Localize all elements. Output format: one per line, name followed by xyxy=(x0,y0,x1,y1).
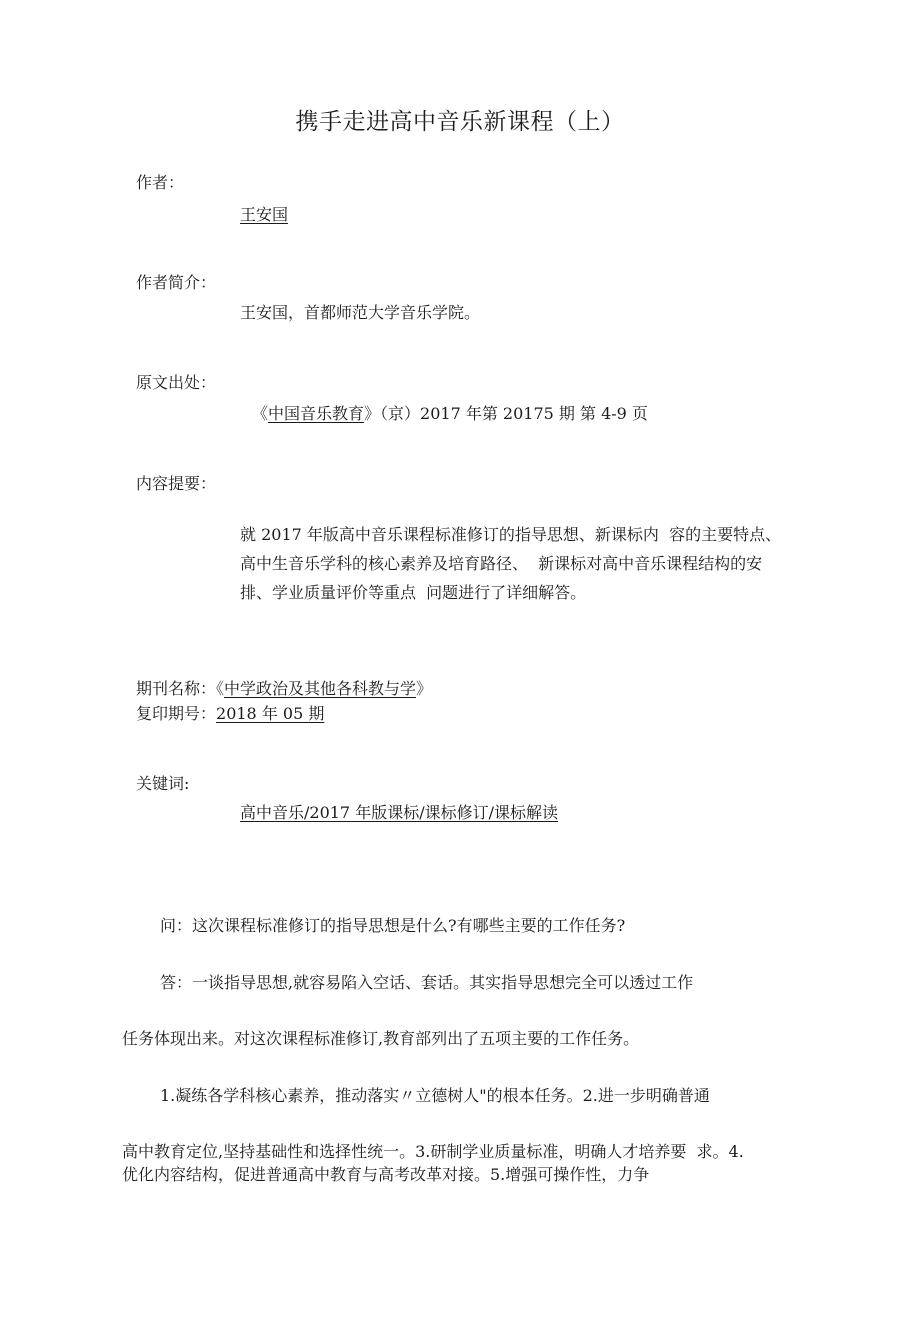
document-title: 携手走进高中音乐新课程（上） xyxy=(295,109,625,135)
keywords-link[interactable]: 高中音乐/2017 年版课标/课标修订/课标解读 xyxy=(240,803,558,822)
source-line xyxy=(252,401,648,424)
tasks-line: 1.凝练各学科核心素养，推动落实〃立德树人"的根本任务。2.进一步明确普通 xyxy=(160,1086,710,1105)
keywords-label: 关键词: xyxy=(136,774,190,793)
answer-line: 任务体现出来。对这次课程标准修订,教育部列出了五项主要的工作任务。 xyxy=(122,1029,640,1048)
periodical-name-link[interactable]: 中学政治及其他各科教与学 xyxy=(224,679,417,698)
source-label: 原文出处： xyxy=(136,373,217,392)
reprint-line xyxy=(136,701,324,724)
source-rest: 》（京）2017 年第 20175 期 第 4-9 页 xyxy=(364,404,648,423)
periodical-label: 期刊名称： xyxy=(136,679,217,698)
author-name-link[interactable]: 王安国 xyxy=(240,205,289,224)
abstract-line: 高中生音乐学科的核心素养及培育路径、 新课标对高中音乐课程结构的安 xyxy=(240,554,763,573)
reprint-label: 复印期号： xyxy=(136,704,217,723)
periodical-open-bracket: 《 xyxy=(216,679,225,698)
reprint-value-link[interactable]: 2018 年 05 期 xyxy=(216,704,325,723)
question-text: 问：这次课程标准修订的指导思想是什么?有哪些主要的工作任务? xyxy=(160,916,626,935)
abstract-line: 就 2017 年版高中音乐课程标准修订的指导思想、新课标内 容的主要特点、 xyxy=(240,525,782,544)
abstract-label: 内容提要： xyxy=(136,474,217,493)
answer-line: 答：一谈指导思想,就容易陷入空话、套话。其实指导思想完全可以透过工作 xyxy=(160,973,694,992)
source-journal-link[interactable]: 中国音乐教育 xyxy=(268,404,365,423)
abstract-line: 排、学业质量评价等重点 问题进行了详细解答。 xyxy=(240,583,587,602)
abstract-text xyxy=(240,520,810,607)
bio-label: 作者简介： xyxy=(136,273,217,292)
tasks-line: 高中教育定位,坚持基础性和选择性统一。3.研制学业质量标准，明确人才培养要 求。4. xyxy=(122,1142,744,1161)
bio-text: 王安国，首都师范大学音乐学院。 xyxy=(240,303,481,322)
periodical-close-bracket: 》 xyxy=(416,679,433,698)
source-open-bracket: 《 xyxy=(252,404,269,423)
periodical-line xyxy=(136,676,432,699)
tasks-line: 优化内容结构，促进普通高中教育与高考改革对接。5.增强可操作性，力争 xyxy=(122,1165,650,1184)
author-label: 作者： xyxy=(136,173,185,192)
